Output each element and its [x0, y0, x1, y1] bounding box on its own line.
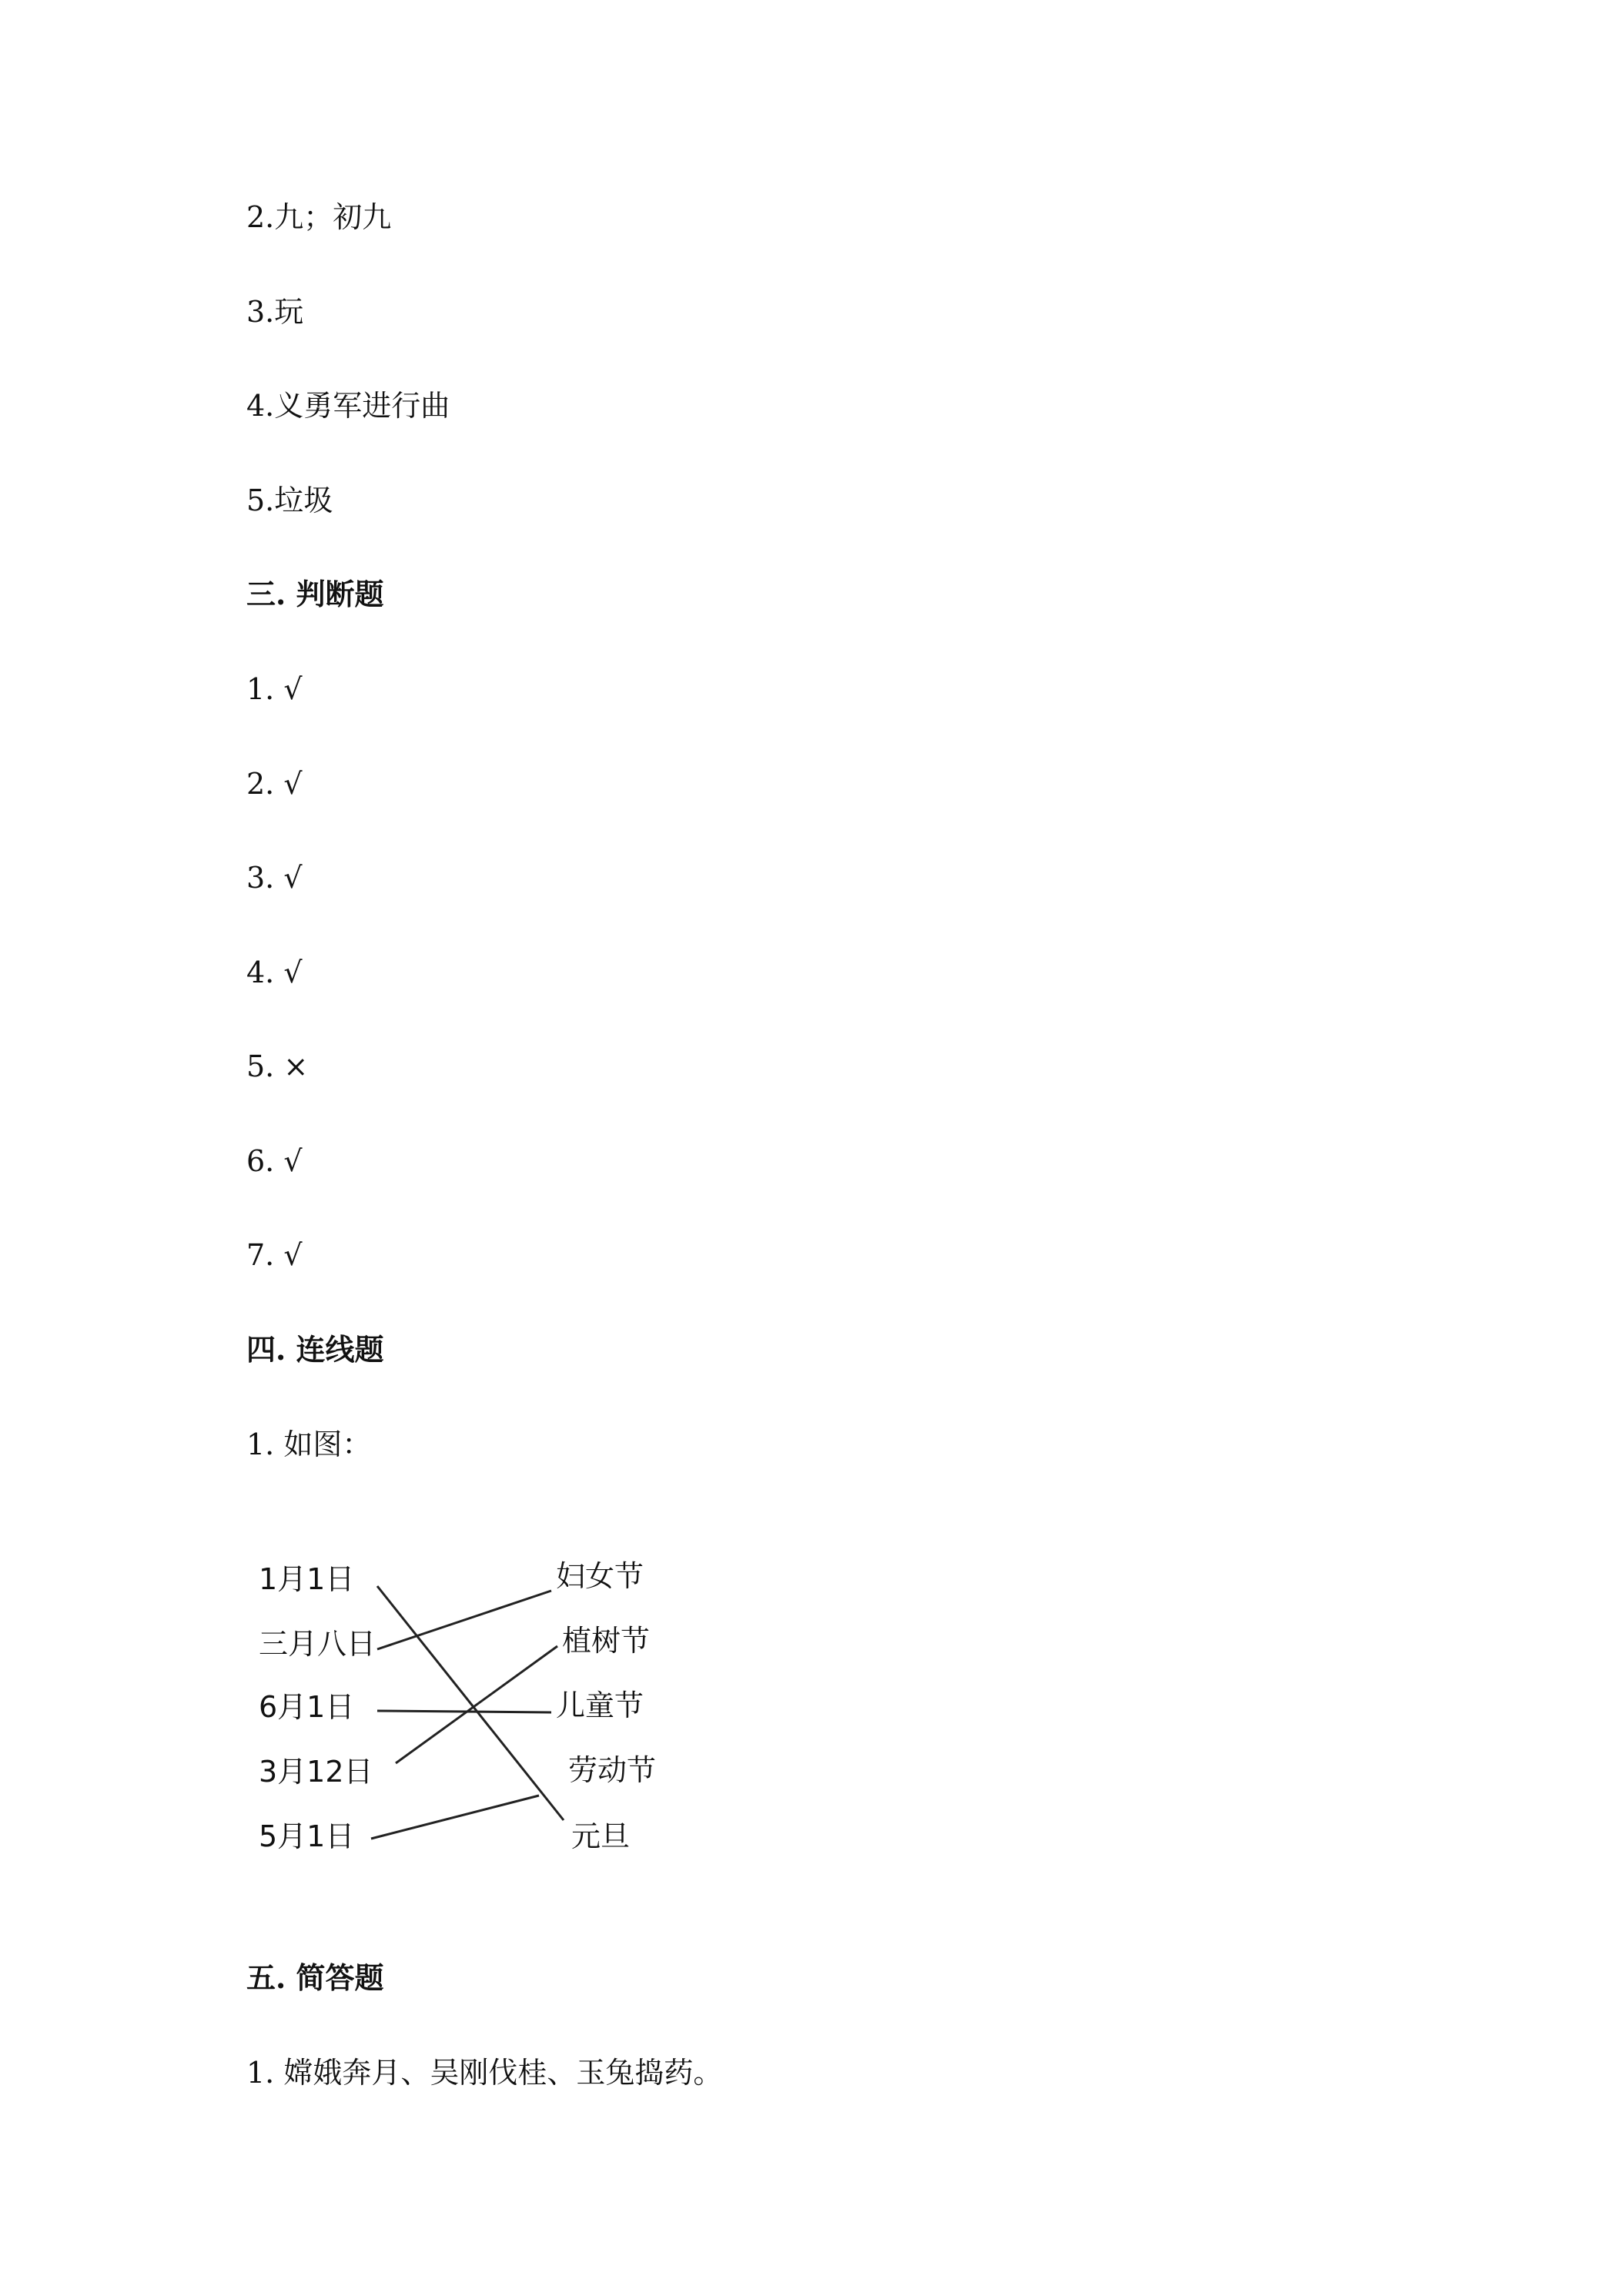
judge-answer-5 — [246, 1049, 309, 1083]
answer-text: 垃圾 — [274, 484, 333, 517]
section-4-title: 四. 连线题 — [246, 1332, 384, 1367]
answer-number: 4. — [246, 389, 275, 423]
left-date-4: 3月12日 — [259, 1755, 373, 1789]
judge-answer-4 — [246, 958, 303, 987]
match-line-jan1-yuandan — [377, 1586, 564, 1820]
left-date-2: 三月八日 — [259, 1627, 376, 1661]
answer-number: 7. — [246, 1238, 275, 1272]
answer-text: 义勇军进行曲 — [274, 389, 450, 423]
answer-mark: √ — [283, 956, 303, 989]
answer-number: 3. — [246, 295, 275, 329]
answer-number: 3. — [246, 861, 275, 895]
answer-number: 6. — [246, 1144, 275, 1178]
section-3-title: 三. 判断题 — [246, 577, 384, 611]
fill-answer-3 — [246, 295, 304, 329]
left-date-3: 6月1日 — [259, 1690, 355, 1724]
fill-answer-5 — [246, 486, 333, 515]
matching-item-1: 1. 如图： — [246, 1427, 372, 1461]
answer-number: 5. — [246, 484, 275, 517]
judge-answer-1 — [246, 674, 303, 704]
right-festival-4: 劳动节 — [568, 1753, 657, 1787]
right-festival-5: 元旦 — [571, 1819, 631, 1853]
answer-text: 九；初九 — [274, 200, 392, 234]
answer-mark: √ — [283, 672, 303, 706]
answer-mark: √ — [283, 861, 303, 895]
answer-number: 1. — [246, 672, 275, 706]
judge-answer-3 — [246, 861, 303, 895]
right-festival-3: 儿童节 — [556, 1689, 644, 1722]
judge-answer-6 — [246, 1146, 303, 1176]
fill-answer-4 — [246, 389, 450, 423]
answer-text: 玩 — [274, 295, 304, 329]
answer-number: 2. — [246, 767, 275, 801]
section-5-title: 五. 简答题 — [246, 1960, 384, 1995]
judge-answer-2 — [246, 767, 303, 801]
answer-mark: × — [283, 1049, 309, 1083]
match-line-mar12-zhishu — [396, 1646, 557, 1763]
answer-mark: √ — [283, 767, 303, 801]
answer-number: 4. — [246, 956, 275, 989]
right-festival-1: 妇女节 — [556, 1559, 644, 1593]
fill-answer-2 — [246, 202, 391, 232]
answer-mark: √ — [283, 1144, 303, 1178]
short-answer-1: 1. 嫦娥奔月、吴刚伐桂、玉兔捣药。 — [246, 2056, 723, 2090]
judge-answer-7 — [246, 1240, 303, 1270]
match-line-jun1-ertong — [377, 1711, 551, 1712]
match-line-may1-laodong — [371, 1796, 539, 1839]
right-festival-2: 植树节 — [562, 1624, 651, 1658]
answer-number: 5. — [246, 1049, 275, 1083]
left-date-5: 5月1日 — [259, 1819, 355, 1853]
answer-number: 2. — [246, 200, 275, 234]
left-date-1: 1月1日 — [259, 1562, 355, 1596]
matching-diagram — [246, 1532, 693, 1886]
answer-mark: √ — [283, 1238, 303, 1272]
